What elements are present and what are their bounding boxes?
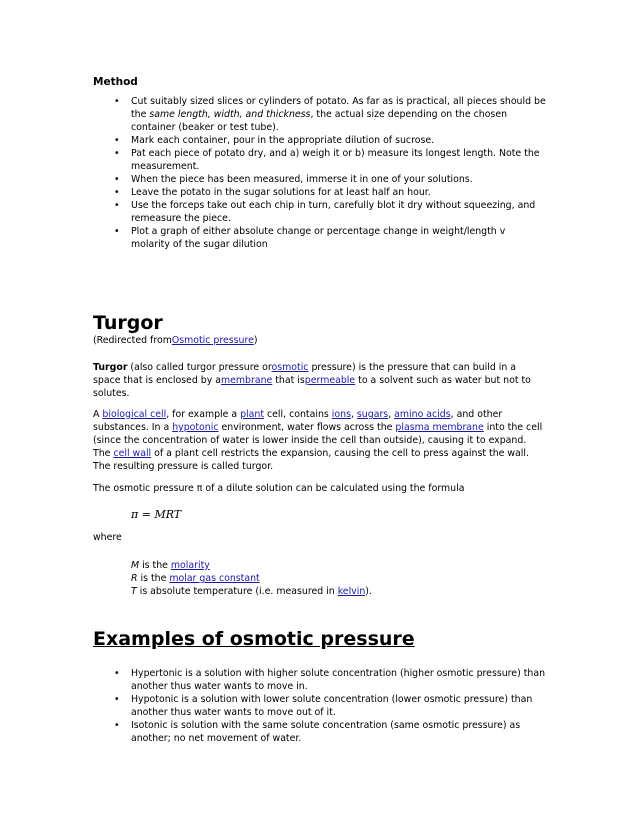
list-item <box>114 95 546 134</box>
link-ions[interactable]: ions <box>331 409 351 420</box>
list-item <box>114 173 546 186</box>
bullet-icon: • <box>114 226 120 237</box>
text-run: to a solvent such as water but not to solutes. <box>93 375 531 399</box>
text-run: that is <box>272 375 305 386</box>
variable-definition <box>131 559 372 572</box>
italic-text: same length, width, and thickness <box>149 109 311 120</box>
text-run: is absolute temperature (i.e. measured in <box>136 586 338 597</box>
link-hypotonic[interactable]: hypotonic <box>172 422 219 433</box>
method-heading: Method <box>93 76 138 88</box>
text-run: cell, contains <box>264 409 332 420</box>
text-run: Cut suitably sized slices or cylinders of potato. As far as is practical, all pieces should be the <box>131 96 546 120</box>
link-cell-wall[interactable]: cell wall <box>113 448 152 459</box>
text-run: Plot a graph of either absolute change or percentage change in weight/length v molarity of the sugar dilution <box>131 226 506 250</box>
list-item <box>114 719 546 745</box>
link-osmotic-pressure[interactable]: Osmotic pressure <box>171 335 254 346</box>
bullet-icon: • <box>114 694 120 705</box>
method-list <box>114 95 546 251</box>
text-run: is the <box>139 560 171 571</box>
list-item <box>114 667 546 693</box>
text-run: , <box>388 409 395 420</box>
text-run: is the <box>137 573 170 584</box>
formula-intro-paragraph <box>93 482 543 495</box>
bullet-icon: • <box>114 187 120 198</box>
examples-list <box>114 667 546 745</box>
text-run: Mark each container, pour in the appropriate dilution of sucrose. <box>131 135 435 146</box>
variable-definitions <box>131 559 372 598</box>
text-run: The osmotic pressure π of a dilute solution can be calculated using the formula <box>93 483 465 494</box>
bullet-icon: • <box>114 200 120 211</box>
variable-definition <box>131 572 372 585</box>
text-run: Isotonic is solution with the same solute concentration (same osmotic pressure) as another; no net movement of water. <box>131 720 521 744</box>
text-run: , and other substances. In a <box>93 409 503 433</box>
list-item <box>114 134 546 147</box>
italic-text: T <box>131 586 137 597</box>
variable-definition <box>131 585 372 598</box>
text-run: , <box>350 409 357 420</box>
text-run: Pat each piece of potato dry, and a) weigh it or b) measure its longest length. Note the measurement. <box>131 148 540 172</box>
bullet-icon: • <box>114 720 120 731</box>
list-item <box>114 225 546 251</box>
bullet-icon: • <box>114 135 120 146</box>
text-run: Hypotonic is a solution with lower solute concentration (lower osmotic pressure) than another thus water wants to move out of it. <box>131 694 533 718</box>
redirect-note <box>93 334 258 347</box>
text-run: ). <box>365 586 372 597</box>
text-run: (Redirected from <box>93 335 172 346</box>
text-run: When the piece has been measured, immerse it in one of your solutions. <box>131 174 473 185</box>
link-kelvin[interactable]: kelvin <box>337 586 366 597</box>
link-molarity[interactable]: molarity <box>170 560 210 571</box>
text-run: Use the forceps take out each chip in turn, carefully blot it dry without squeezing, and remeasure the piece. <box>131 200 536 224</box>
text-run: environment, water flows across the <box>218 422 396 433</box>
text-run: Hypertonic is a solution with higher solute concentration (higher osmotic pressure) than another thus water wants to move in. <box>131 668 546 692</box>
list-item <box>114 693 546 719</box>
link-biological-cell[interactable]: biological cell <box>102 409 167 420</box>
link-permeable[interactable]: permeable <box>304 375 356 386</box>
link-osmotic[interactable]: osmotic <box>271 362 309 373</box>
link-plant[interactable]: plant <box>240 409 265 420</box>
list-item <box>114 199 546 225</box>
text-run: into the cell (since the concentration of water is lower inside the cell than outside), causing it to expand. The <box>93 422 543 459</box>
osmotic-formula: π = MRT <box>131 508 182 521</box>
link-plasma-membrane[interactable]: plasma membrane <box>395 422 484 433</box>
link-sugars[interactable]: sugars <box>356 409 389 420</box>
text-run: Leave the potato in the sugar solutions for at least half an hour. <box>131 187 431 198</box>
text-run: (also called turgor pressure or <box>127 362 272 373</box>
text-run: pressure) is the pressure that can build in a space that is enclosed by a <box>93 362 517 386</box>
link-molar-gas-constant[interactable]: molar gas constant <box>169 573 260 584</box>
list-item <box>114 186 546 199</box>
turgor-definition-paragraph <box>93 361 543 400</box>
link-amino-acids[interactable]: amino acids <box>394 409 451 420</box>
where-label: where <box>93 532 122 543</box>
bullet-icon: • <box>114 148 120 159</box>
text-run: A <box>93 409 103 420</box>
bold-term: Turgor <box>93 362 128 373</box>
text-run: ) <box>253 335 258 346</box>
link-membrane[interactable]: membrane <box>220 375 273 386</box>
list-item <box>114 147 546 173</box>
examples-heading: Examples of osmotic pressure <box>93 628 415 650</box>
text-run: , the actual size depending on the chosen container (beaker or test tube). <box>131 109 508 133</box>
italic-text: M <box>131 560 140 571</box>
bullet-icon: • <box>114 668 120 679</box>
bullet-icon: • <box>114 174 120 185</box>
biological-cell-paragraph <box>93 408 543 473</box>
bullet-icon: • <box>114 96 120 107</box>
italic-text: R <box>131 573 138 584</box>
page-title: Turgor <box>93 312 163 334</box>
text-run: of a plant cell restricts the expansion, causing the cell to press against the wall. The resulting pressure is called turgor. <box>93 448 529 472</box>
text-run: , for example a <box>166 409 241 420</box>
